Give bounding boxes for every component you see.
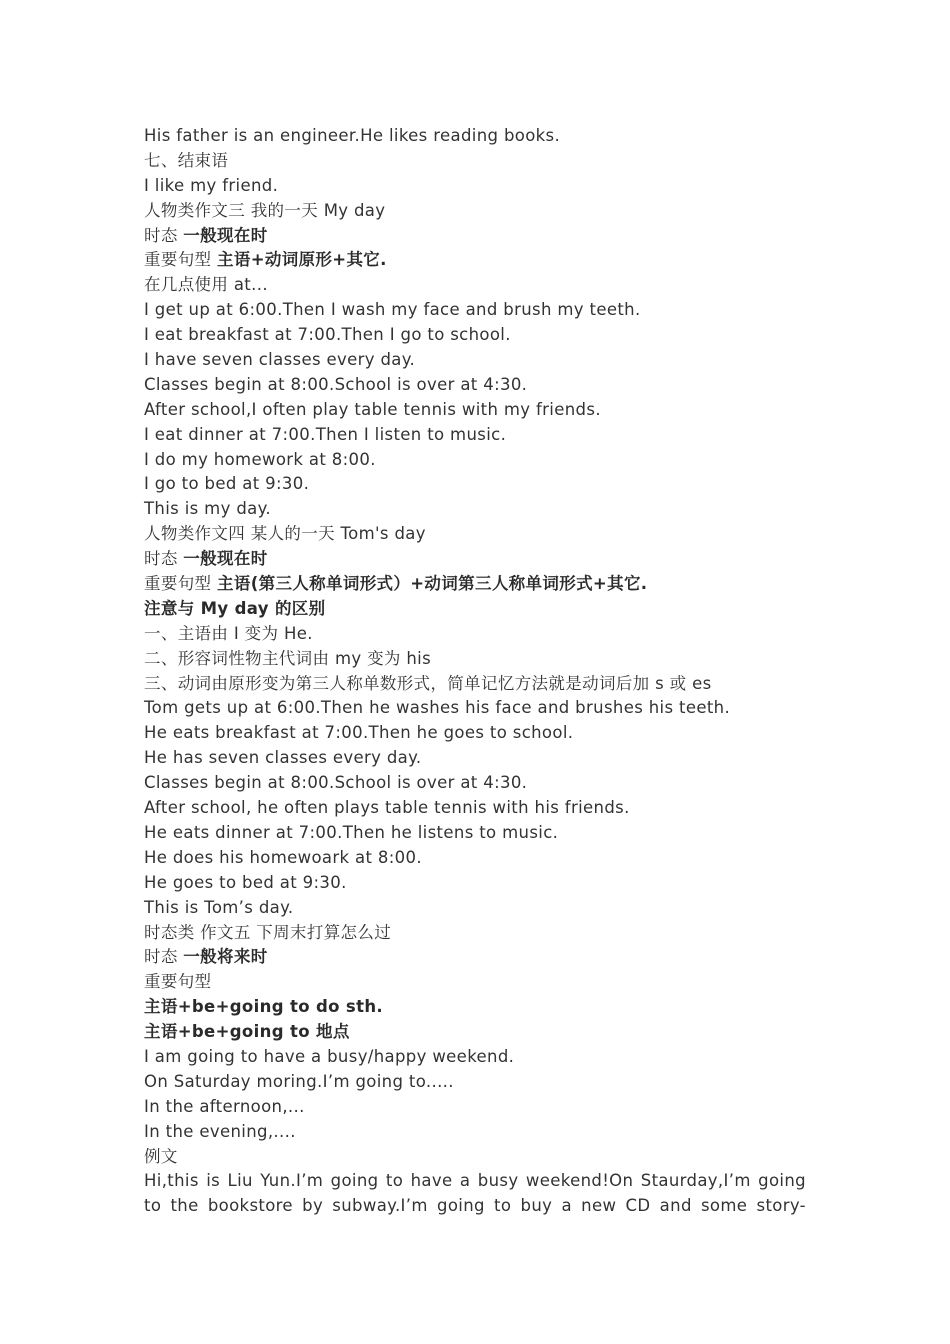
line-text: I eat breakfast at 7:00.Then I go to school. <box>144 325 511 345</box>
text-line <box>144 995 806 1020</box>
text-line <box>144 1095 806 1120</box>
line-text: 时态 <box>144 549 184 569</box>
text-line <box>144 348 806 373</box>
line-text: Classes begin at 8:00.School is over at 4:30. <box>144 374 528 394</box>
text-line <box>144 547 806 572</box>
text-line <box>144 373 806 398</box>
text-line <box>144 622 806 647</box>
line-text: 例文 <box>144 1146 178 1166</box>
text-line <box>144 647 806 672</box>
line-text: 二、形容词性物主代词由 my 变为 his <box>144 648 432 668</box>
line-text: 七、结束语 <box>144 150 229 170</box>
line-text: Classes begin at 8:00.School is over at 4:30. <box>144 773 528 793</box>
line-text: 时态类 作文五 下周末打算怎么过 <box>144 922 392 942</box>
text-line <box>144 199 806 224</box>
text-line <box>144 821 806 846</box>
text-line <box>144 149 806 174</box>
text-line <box>144 846 806 871</box>
text-line <box>144 472 806 497</box>
line-text: I get up at 6:00.Then I wash my face and brush my teeth. <box>144 300 641 320</box>
text-line <box>144 1045 806 1070</box>
text-line <box>144 124 806 149</box>
line-bold-text: 一般将来时 <box>183 947 268 967</box>
line-text: 人物类作文四 某人的一天 Tom's day <box>144 524 426 544</box>
line-text: I have seven classes every day. <box>144 350 416 370</box>
line-text: 在几点使用 at... <box>144 275 268 295</box>
text-line <box>144 174 806 199</box>
text-line <box>144 572 806 597</box>
line-text: I am going to have a busy/happy weekend. <box>144 1046 515 1066</box>
line-text: I do my homework at 8:00. <box>144 449 376 469</box>
line-text: 重要句型 <box>144 574 217 594</box>
line-text: His father is an engineer.He likes reading books. <box>144 126 561 145</box>
line-text: to the bookstore by subway.I’m going to buy a new CD and some story- <box>144 1196 806 1216</box>
line-text: 三、动词由原形变为第三人称单数形式，简单记忆方法就是动词后加 s 或 es <box>144 673 712 693</box>
line-text: 时态 <box>144 225 184 245</box>
line-text: In the afternoon,... <box>144 1096 305 1116</box>
text-line <box>144 945 806 970</box>
line-text: He does his homewoark at 8:00. <box>144 847 422 867</box>
line-text: Hi,this is Liu Yun.I’m going to have a busy weekend!On Staurday,I’m going <box>144 1171 806 1191</box>
text-line <box>144 423 806 448</box>
line-text: He goes to bed at 9:30. <box>144 872 347 892</box>
text-line <box>144 1169 806 1194</box>
text-line <box>144 672 806 697</box>
text-line <box>144 1120 806 1145</box>
text-line <box>144 871 806 896</box>
text-line <box>144 696 806 721</box>
line-text: 人物类作文三 我的一天 My day <box>144 200 386 220</box>
line-text: He has seven classes every day. <box>144 748 422 768</box>
line-text: He eats dinner at 7:00.Then he listens to music. <box>144 822 559 842</box>
text-line <box>144 323 806 348</box>
document-body <box>144 124 806 1219</box>
text-line <box>144 298 806 323</box>
text-line <box>144 597 806 622</box>
line-text: 重要句型 <box>144 972 212 992</box>
line-text: I like my friend. <box>144 175 279 195</box>
line-text: I eat dinner at 7:00.Then I listen to music. <box>144 424 507 444</box>
line-bold-text: 一般现在时 <box>183 225 268 245</box>
text-line <box>144 771 806 796</box>
text-line <box>144 1145 806 1170</box>
text-line <box>144 896 806 921</box>
text-line <box>144 497 806 522</box>
text-line <box>144 721 806 746</box>
line-text: Tom gets up at 6:00.Then he washes his face and brushes his teeth. <box>144 698 731 718</box>
line-text: This is my day. <box>144 499 271 519</box>
line-text: 重要句型 <box>144 250 217 270</box>
line-text: After school,I often play table tennis with my friends. <box>144 399 601 419</box>
line-text: After school, he often plays table tennis with his friends. <box>144 798 630 818</box>
line-text: This is Tom’s day. <box>144 897 294 917</box>
line-bold-text: 一般现在时 <box>183 549 268 569</box>
text-line <box>144 248 806 273</box>
text-line <box>144 1020 806 1045</box>
line-bold-text: 主语+动词原形+其它. <box>217 250 387 270</box>
line-bold-text: 主语+be+going to 地点 <box>144 1022 350 1042</box>
text-line <box>144 398 806 423</box>
line-bold-text: 主语(第三人称单词形式）+动词第三人称单词形式+其它. <box>217 574 648 594</box>
line-text: 一、主语由 I 变为 He. <box>144 623 313 643</box>
text-line <box>144 921 806 946</box>
line-text: 时态 <box>144 947 184 967</box>
line-text: I go to bed at 9:30. <box>144 474 310 494</box>
text-line <box>144 1070 806 1095</box>
line-text: He eats breakfast at 7:00.Then he goes to school. <box>144 723 574 743</box>
line-bold-text: 注意与 My day 的区别 <box>144 598 326 618</box>
line-bold-text: 主语+be+going to do sth. <box>144 997 384 1017</box>
text-line <box>144 448 806 473</box>
text-line <box>144 796 806 821</box>
line-text: On Saturday moring.I’m going to..... <box>144 1071 454 1091</box>
text-line <box>144 224 806 249</box>
line-text: In the evening,.... <box>144 1121 296 1141</box>
text-line <box>144 273 806 298</box>
text-line <box>144 746 806 771</box>
text-line <box>144 522 806 547</box>
text-line <box>144 970 806 995</box>
text-line <box>144 1194 806 1219</box>
